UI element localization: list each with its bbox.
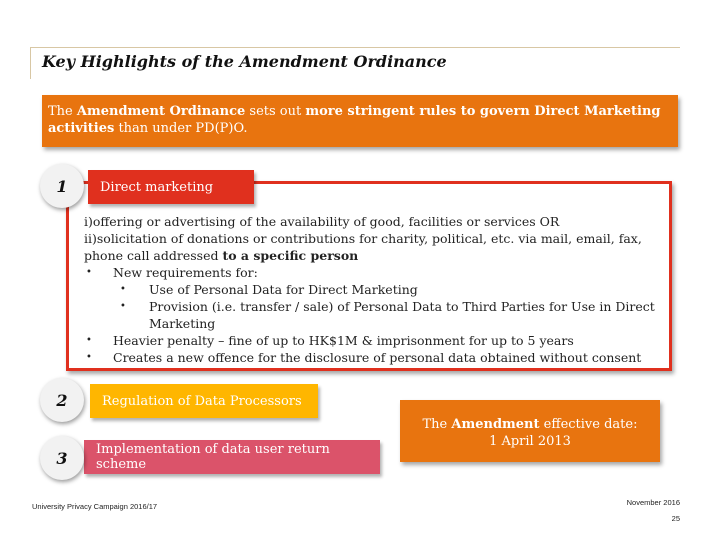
section-2-tab [90,384,318,418]
sub-bullet-text: Provision (i.e. transfer / sale) of Personal Data to Third Parties for Use in Direct Marketing [149,299,655,331]
sub-bullet-use-of-data [84,281,664,298]
bullet-glyph: • [120,301,126,312]
footer-right [627,495,680,527]
definition-line-3 [84,247,664,264]
bullet-text: Heavier penalty – fine of up to HK$1M & imprisonment for up to 5 years [113,333,574,348]
bullet-glyph: • [86,267,92,278]
sub-bullet-text: Use of Personal Data for Direct Marketing [149,282,418,297]
sub-bullet-provision-of-data [84,298,664,332]
bullet-heavier-penalty [84,332,664,349]
section-3-label: Implementation of data user return scheme [96,442,330,472]
bullet-glyph: • [86,352,92,363]
bullet-new-requirements [84,264,664,281]
definition-line-1: i)offering or advertising of the availability of good, facilities or services OR [84,214,560,229]
definition-line-2: ii)solicitation of donations or contributions for charity, political, etc. via mail, email, fax, [84,231,642,246]
intro-banner [42,95,678,147]
section-1-tab [88,170,254,204]
footer-date: November 2016 [626,498,680,507]
definition-line-3-bold: to a specific person [222,248,359,263]
section-1-number: 1 [56,176,68,196]
section-2-label: Regulation of Data Processors [102,393,302,409]
title-rule-horizontal [30,47,680,48]
intro-bold-2: more stringent rules to govern Direct Marketing activities [48,104,661,136]
page-number: 25 [671,514,680,523]
section-2-number-badge [40,378,84,422]
bullet-glyph: • [120,284,126,295]
section-1-number-badge [40,164,84,208]
bullet-text: New requirements for: [113,265,258,280]
bullet-new-offence [84,349,664,366]
page-title: Key Highlights of the Amendment Ordinance [42,52,447,71]
title-rule-vertical [30,47,31,79]
effective-text-2: effective date: [539,417,638,432]
effective-date-box [400,400,660,462]
section-3-number-badge [40,436,84,480]
definition-line-3-text: phone call addressed [84,248,223,263]
bullet-text: Creates a new offence for the disclosure of personal data obtained without consent [113,350,642,365]
effective-text-1: The [422,417,452,432]
direct-marketing-details [84,213,664,366]
section-3-tab [84,440,380,474]
intro-text-3: than under PD(P)O. [114,121,248,136]
bullet-glyph: • [86,335,92,346]
intro-text-2: sets out [245,104,306,119]
section-2-number: 2 [56,390,68,410]
effective-date-value: 1 April 2013 [489,434,571,449]
footer-campaign: University Privacy Campaign 2016/17 [32,502,158,511]
effective-date-heading [400,416,660,433]
effective-bold: Amendment [451,417,540,432]
intro-text-1: The [48,104,77,119]
section-1-label: Direct marketing [100,179,214,195]
section-3-number: 3 [56,448,68,468]
intro-bold-1: Amendment Ordinance [76,104,246,119]
